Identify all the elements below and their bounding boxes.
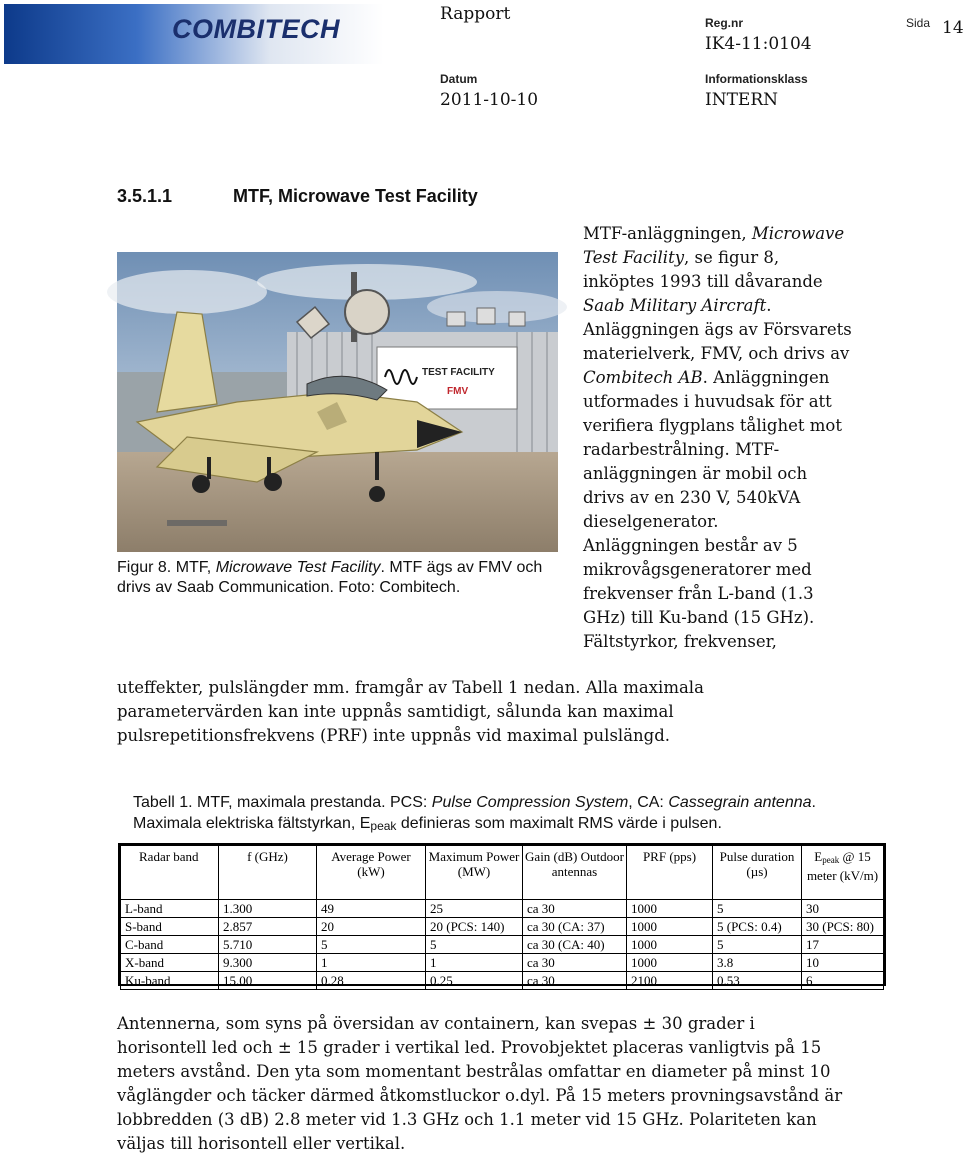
sida-label: Sida [906, 16, 931, 30]
table-cell: 5 [426, 936, 523, 954]
table-cell: 1000 [627, 936, 713, 954]
section-number: 3.5.1.1 [117, 186, 173, 206]
caption-prefix: Figur 8. MTF, [117, 559, 216, 576]
caption-subscript: peak [370, 819, 397, 833]
table-cell: 0.53 [713, 972, 802, 990]
paragraph-continuation: uteffekter, pulslängder mm. framgår av Tabell 1 nedan. Alla maximala parametervärden kan inte uppnås samtidigt, sålunda kan maximal pulsrepetitionsfrekvens (PRF) inte uppnås vid maximal pulslängd. [117, 678, 704, 745]
table-cell: S-band [121, 918, 219, 936]
table-cell: 2100 [627, 972, 713, 990]
para-text: . Anläggningen ägs av Försvarets materielverk, FMV, och drivs av [583, 296, 852, 363]
table-cell: ca 30 [523, 900, 627, 918]
table-cell: ca 30 (CA: 40) [523, 936, 627, 954]
section-heading [117, 186, 478, 207]
table-header-cell: Pulse duration (µs) [713, 846, 802, 900]
table-cell: X-band [121, 954, 219, 972]
table-cell: 17 [802, 936, 884, 954]
table-cell: 20 [317, 918, 426, 936]
doc-type: Rapport [440, 4, 511, 24]
table-cell: 30 (PCS: 80) [802, 918, 884, 936]
table-header-cell: Gain (dB) Outdoor antennas [523, 846, 627, 900]
para-italic: Microwave Test Facility [583, 224, 845, 267]
figure-caption [117, 558, 547, 598]
table-cell: 6 [802, 972, 884, 990]
para-text: , se figur 8, inköptes 1993 till dåvarande [583, 248, 823, 291]
table-cell: 5 (PCS: 0.4) [713, 918, 802, 936]
caption-italic: Pulse Compression System [431, 794, 629, 811]
table-cell: 2.857 [219, 918, 317, 936]
para-italic: Saab Military Aircraft [583, 296, 767, 315]
regnr-value: IK4-11:0104 [705, 34, 812, 54]
table-cell: 1000 [627, 918, 713, 936]
banner-sub: FMV [447, 386, 469, 397]
datum-label: Datum [440, 72, 478, 86]
table-cell: 30 [802, 900, 884, 918]
table-cell: 1.300 [219, 900, 317, 918]
table-cell: 3.8 [713, 954, 802, 972]
table-cell: 0.25 [426, 972, 523, 990]
table-cell: 5 [713, 936, 802, 954]
caption-text: Tabell 1. MTF, maximala prestanda. PCS: [133, 794, 432, 811]
table-row [121, 936, 884, 954]
banner-text: TEST FACILITY [422, 367, 495, 378]
table-cell: 1 [317, 954, 426, 972]
table-row [121, 918, 884, 936]
performance-table [118, 843, 886, 986]
para-generators: Anläggningen består av 5 mikrovågsgeneratorer med frekvenser från L-band (1.3 GHz) till Ku-band (15 GHz). Fältstyrkor, frekvenser, [583, 536, 815, 651]
infoklass-label: Informationsklass [705, 72, 808, 86]
table-header-cell: Average Power (kW) [317, 846, 426, 900]
paragraph-intro [583, 222, 853, 654]
infoklass-value: INTERN [705, 90, 779, 110]
table-cell: 20 (PCS: 140) [426, 918, 523, 936]
caption-rest: . MTF ägs av FMV och drivs av Saab Communication. Foto: Combitech. [117, 559, 543, 596]
table-cell: 5 [713, 900, 802, 918]
table-header-cell-epeak [802, 846, 884, 900]
table-header-cell: f (GHz) [219, 846, 317, 900]
table-cell: ca 30 [523, 972, 627, 990]
table-cell: 9.300 [219, 954, 317, 972]
table-cell: 25 [426, 900, 523, 918]
page-number: 14 [942, 18, 964, 38]
caption-text: . [811, 794, 816, 811]
para-text: MTF-anläggningen, [583, 224, 752, 243]
caption-text: definieras som maximalt RMS värde i pulsen. [396, 815, 722, 832]
epeak-e: E [814, 849, 823, 864]
table-cell: 1 [426, 954, 523, 972]
table-row [121, 900, 884, 918]
fighter-jet-photo [117, 252, 558, 552]
regnr-label: Reg.nr [705, 16, 744, 30]
paragraph-antennas: Antennerna, som syns på översidan av containern, kan svepas ± 30 grader i horisontell led och ± 15 grader i vertikal led. Provobjektet placeras vanligtvis på 15 meters avstånd. Den yta som momentant bestrålas omfattar en diameter på minst 10 våglängder och täcker därmed åtkomstluckor o.dyl. På 15 meters provningsavstånd är lobbredden (3 dB) 2.8 meter vid 1.3 GHz och 1.1 meter vid 15 GHz. Polariteten kan väljas till horisontell eller vertikal. [117, 1014, 843, 1153]
table-cell: 10 [802, 954, 884, 972]
table-cell: 5.710 [219, 936, 317, 954]
epeak-sub: peak [822, 855, 840, 865]
caption-text: Maximala elektriska fältstyrkan, E [133, 815, 371, 832]
section-title: MTF, Microwave Test Facility [233, 186, 478, 206]
table-cell: ca 30 [523, 954, 627, 972]
table [120, 845, 884, 990]
datum-value: 2011-10-10 [440, 90, 539, 110]
caption-italic: Microwave Test Facility [215, 559, 381, 576]
caption-italic: Cassegrain antenna [668, 794, 812, 811]
table-header-cell: Maximum Power (MW) [426, 846, 523, 900]
para-italic: Combitech AB [583, 368, 703, 387]
para-text: . Anläggningen utformades i huvudsak för att verifiera flygplans tålighet mot radarbestrålning. MTF-anläggningen är mobil och drivs av en 230 V, 540kVA dieselgenerator. [583, 368, 842, 531]
table-row [121, 972, 884, 990]
table-cell: 1000 [627, 954, 713, 972]
table-cell: L-band [121, 900, 219, 918]
table-header-cell: Radar band [121, 846, 219, 900]
company-logo: COMBITECH [172, 14, 340, 44]
table-cell: ca 30 (CA: 37) [523, 918, 627, 936]
table-cell: C-band [121, 936, 219, 954]
table-row [121, 954, 884, 972]
epeak-unit: @ 15 meter (kV/m) [806, 849, 879, 883]
table-cell: 0.28 [317, 972, 426, 990]
table-cell: 15.00 [219, 972, 317, 990]
table-cell: Ku-band [121, 972, 219, 990]
table-header-cell: PRF (pps) [627, 846, 713, 900]
table-cell: 49 [317, 900, 426, 918]
caption-text: , CA: [628, 794, 669, 811]
table-header-row [121, 846, 884, 900]
table-caption [133, 792, 933, 837]
figure-photo [117, 252, 558, 552]
table-cell: 5 [317, 936, 426, 954]
table-cell: 1000 [627, 900, 713, 918]
